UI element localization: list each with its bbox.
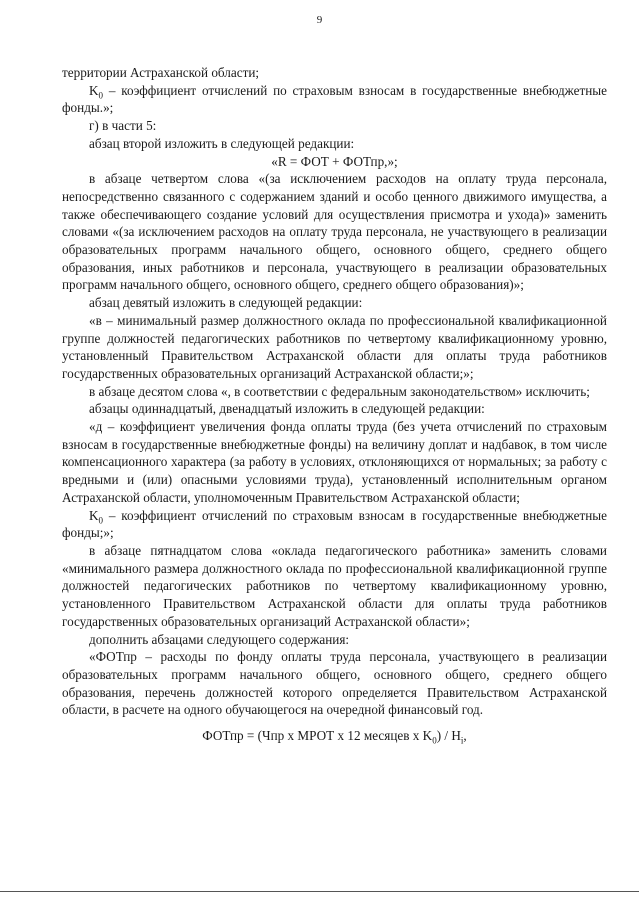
paragraph: «в – минимальный размер должностного оклада по профессиональной квалификационной группе должностей педагогических работников по четвертому квалификационному уровню, установленный Правительством Астраханской области для оплаты труда работников государственных образовательных организаций Астраханской области;»;: [62, 312, 607, 381]
paragraph-k0-definition: $K_0$ – коэффициент отчислений по страховым взносам в государственные внебюджетные фонды;»;: [62, 507, 607, 541]
paragraph: территории Астраханской области;: [62, 65, 260, 80]
paragraph: дополнить абзацами следующего содержания:: [89, 631, 350, 647]
page-number: 9: [316, 14, 323, 26]
paragraph: абзац девятый изложить в следующей редакции:: [89, 295, 363, 311]
formula-fotpr: ФОТпр = (Чпр х МРОТ х 12 месяцев х $K_0) / Н_i$,: [202, 728, 467, 746]
paragraph: в абзаце пятнадцатом слова «оклада педагогического работника» заменить словами «минимального размера должностного оклада по профессиональной квалификационной группе должностей педагогических работников по четвертому квалификационному уровню, установленного Правительством Астраханской области для оплаты труда работников государственных образовательных организаций Астраханской области»;: [62, 542, 607, 629]
paragraph: г) в части 5:: [89, 118, 157, 134]
paragraph: абзацы одиннадцатый, двенадцатый изложить в следующей редакции:: [89, 401, 485, 417]
paragraph: «д – коэффициент увеличения фонда оплаты труда (без учета отчислений по страховым взносам в государственные внебюджетные фонды) на величину доплат и надбавок, в том числе компенсационного характера (за работу в условиях, отклоняющихся от нормальных; за работу с вредными и (или) опасными условиями труда), установленный исполнительным органом Астраханской области, уполномоченным Правительством Астраханской области;: [62, 419, 607, 505]
paragraph: «ФОТпр – расходы по фонду оплаты труда персонала, участвующего в реализации образовательных программ начального общего, основного общего, среднего общего образования, перечень должностей которого определяется Правительством Астраханской области, в расчете на одного обучающегося на очередной финансовый год.: [62, 649, 607, 718]
paragraph: в абзаце четвертом слова «(за исключением расходов на оплату труда персонала, непосредственно связанного с содержанием зданий и особо ценного движимого имущества, а также обеспечивающего создание условий для осуществления присмотра и ухода)» заменить словами «(за исключением расходов на оплату труда персонала, не участвующего в реализации образовательных программ начального общего, основного общего, среднего общего образования, иных работников и персонала, участвующего в реализации образовательных программ начального общего, основного общего, среднего общего образования)»;: [62, 171, 607, 293]
paragraph-k0-definition: $K_0$ – коэффициент отчислений по страховым взносам в государственные внебюджетные фонды.»;: [62, 82, 607, 116]
paragraph: в абзаце десятом слова «, в соответствии с федеральным законодательством» исключить;: [89, 383, 590, 399]
document-body: [62, 64, 607, 745]
paragraph: абзац второй изложить в следующей редакции:: [89, 135, 355, 151]
bottom-rule: [0, 891, 639, 892]
formula-r: «R = ФОТ + ФОТпр,»;: [271, 153, 398, 169]
